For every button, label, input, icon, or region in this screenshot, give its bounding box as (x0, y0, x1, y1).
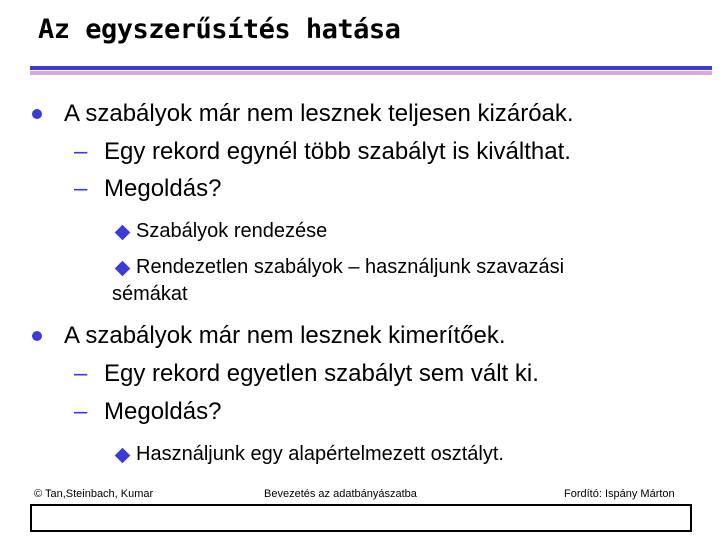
bullet-1-text: A szabályok már nem lesznek teljesen kizáróak. (64, 100, 574, 127)
dash-icon: – (74, 138, 88, 165)
dash-icon: – (74, 360, 88, 387)
bullet-2-sub-2-item-1: Használjunk egy alapértelmezett osztályt. (136, 443, 504, 465)
bullet-2-sub-1: Egy rekord egyetlen szabályt sem vált ki. (104, 360, 539, 387)
footer-center: Bevezetés az adatbányászatba (264, 488, 417, 500)
bullet-1-sub-1: Egy rekord egynél több szabályt is kiválthat. (104, 138, 571, 165)
bullet-1-sub-2-item-2-cont: sémákat (112, 283, 188, 305)
slide-title: Az egyszerűsítés hatása (38, 14, 401, 45)
dash-icon: – (74, 398, 88, 425)
footer-right: Fordító: Ispány Márton (564, 488, 675, 500)
title-rule-secondary (30, 71, 712, 75)
bullet-1-sub-2-item-2: Rendezetlen szabályok – használjunk szavazási (136, 256, 565, 278)
bullet-dot-icon (32, 331, 42, 341)
bullet-dot-icon (32, 109, 42, 119)
diamond-icon (115, 225, 131, 241)
dash-icon: – (74, 175, 88, 202)
diamond-icon (115, 448, 131, 464)
footer-left: © Tan,Steinbach, Kumar (34, 488, 154, 500)
bullet-2-sub-2: Megoldás? (104, 398, 222, 425)
bullet-1-sub-2: Megoldás? (104, 175, 222, 202)
bullet-1-sub-2-item-1: Szabályok rendezése (136, 220, 328, 242)
bullet-2-text: A szabályok már nem lesznek kimerítőek. (64, 322, 506, 349)
diamond-icon (115, 261, 131, 277)
footer-box (30, 504, 692, 532)
title-rule-primary (30, 66, 712, 70)
